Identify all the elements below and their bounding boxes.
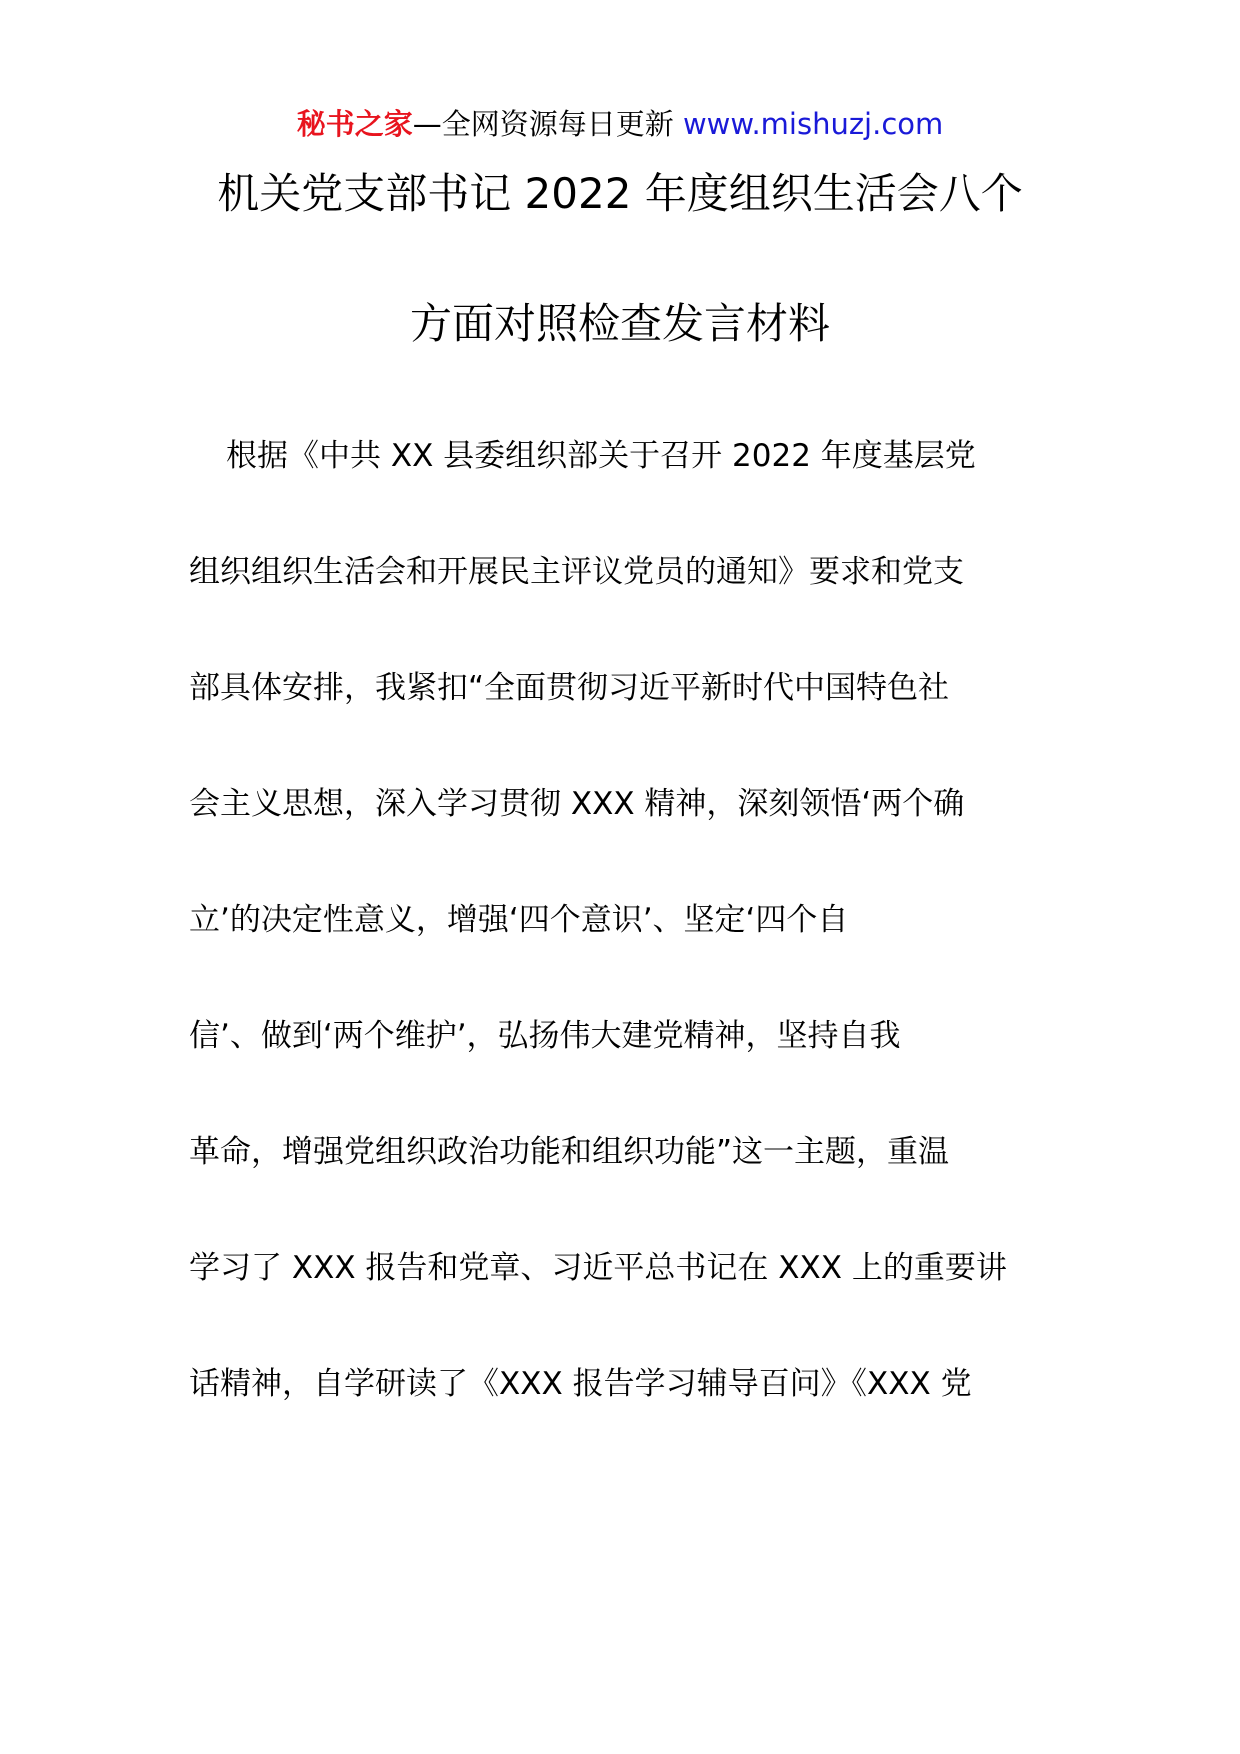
paragraph-line: 部具体安排，我紧扣“全面贯彻习近平新时代中国特色社 (189, 670, 950, 706)
paragraph-line: 信’、做到‘两个维护’，弘扬伟大建党精神，坚持自我 (189, 1018, 901, 1054)
site-url[interactable]: www.mishuzj.com (682, 107, 944, 141)
paragraph-line: 学习了 XXX 报告和党章、习近平总书记在 XXX 上的重要讲 (189, 1250, 1007, 1286)
brand-name: 秘书之家 (296, 107, 413, 141)
document-title-line-1: 机关党支部书记 2022 年度组织生活会八个 (217, 169, 1023, 218)
paragraph-line: 组织组织生活会和开展民主评议党员的通知》要求和党支 (189, 554, 964, 590)
paragraph-line: 会主义思想，深入学习贯彻 XXX 精神，深刻领悟‘两个确 (189, 786, 965, 822)
header-slogan: —全网资源每日更新 (412, 107, 683, 141)
paragraph-line: 革命，增强党组织政治功能和组织功能”这一主题，重温 (189, 1134, 950, 1170)
paragraph-line: 话精神，自学研读了《XXX 报告学习辅导百问》《XXX 党 (189, 1366, 972, 1402)
document-title-line-2: 方面对照检查发言材料 (409, 299, 830, 348)
paragraph-line: 立’的决定性意义，增强‘四个意识’、坚定‘四个自 (189, 902, 849, 938)
paragraph-line: 根据《中共 XX 县委组织部关于召开 2022 年度基层党 (226, 438, 976, 474)
site-header (0, 104, 1240, 144)
